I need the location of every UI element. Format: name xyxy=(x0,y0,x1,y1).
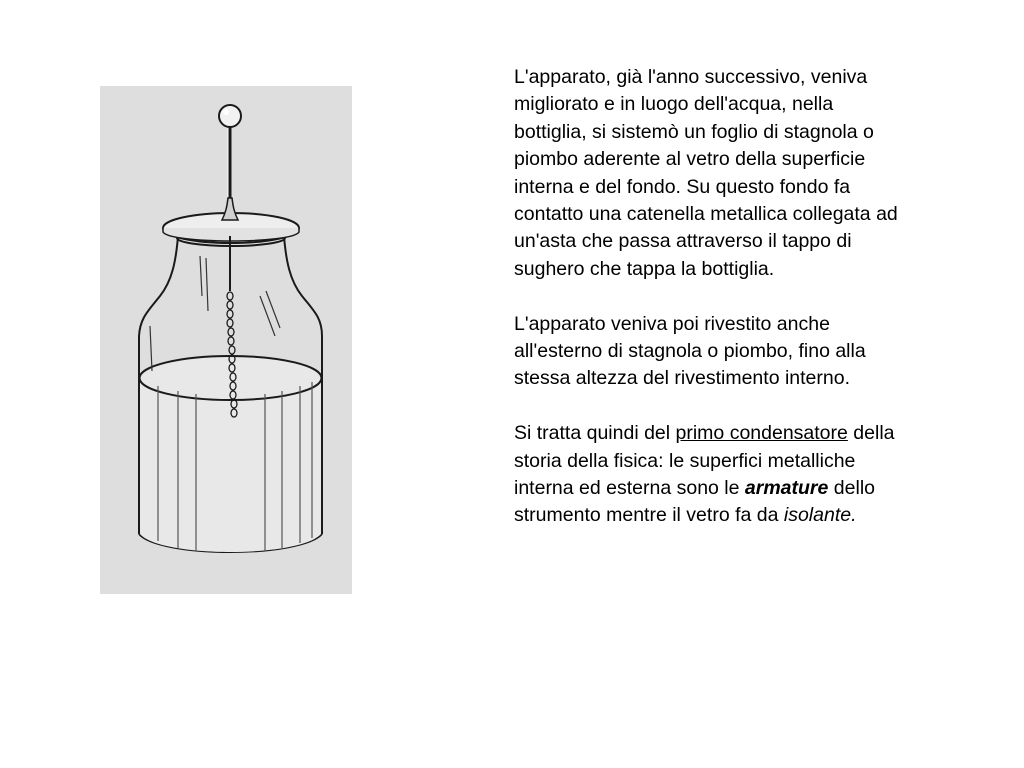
paragraph-3 xyxy=(514,420,904,530)
leyden-jar-drawing xyxy=(100,86,352,594)
paragraph-3-part2: della storia della fisica: le superfici metalliche interna ed esterna sono le xyxy=(514,422,895,500)
paragraph-1-text: L'apparato, già l'anno successivo, veniva migliorato e in luogo dell'acqua, nella bottiglia, si sistemò un foglio di stagnola o piombo aderente al vetro della superficie interna e del fondo. Su questo fondo fa contatto una catenella metallica collegata ad un'asta che passa attraverso il tappo di sughero che tappa la bottiglia. xyxy=(514,66,898,280)
paragraph-1 xyxy=(514,64,904,283)
armature-emphasis: armature xyxy=(744,477,829,500)
paragraph-3-part3: dello strumento mentre il vetro fa da xyxy=(514,477,875,527)
slide-text xyxy=(514,64,904,557)
paragraph-2-text: L'apparato veniva poi rivestito anche all'esterno di stagnola o piombo, fino alla stessa altezza del rivestimento interno. xyxy=(514,312,866,390)
primo-condensatore-link[interactable]: primo condensatore xyxy=(675,422,848,445)
rod-knob xyxy=(219,105,241,127)
isolante-emphasis: isolante. xyxy=(783,504,857,527)
leyden-jar-illustration xyxy=(100,86,352,594)
paragraph-3-part1: Si tratta quindi del xyxy=(514,422,676,445)
paragraph-2 xyxy=(514,311,904,393)
